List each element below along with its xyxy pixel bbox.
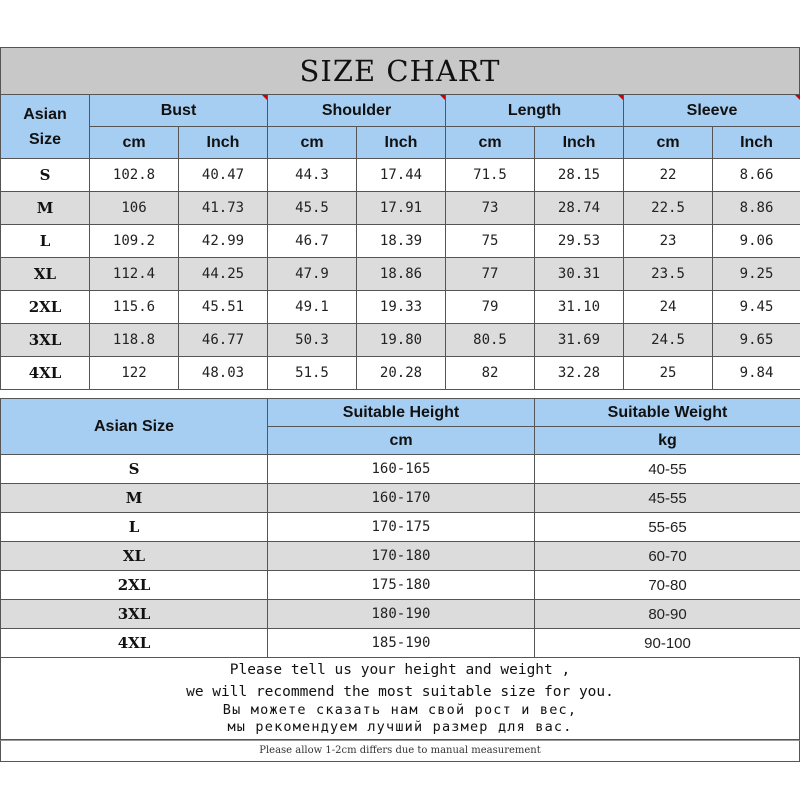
unit-header: Inch: [179, 127, 268, 159]
measurement-cell: 22: [624, 159, 713, 192]
length-header: Length: [446, 95, 624, 127]
weight-range-cell: 40-55: [535, 455, 800, 484]
table-row: [1, 542, 800, 571]
measurement-cell: 71.5: [446, 159, 535, 192]
height-range-cell: 185-190: [268, 629, 535, 658]
table-row: [1, 258, 800, 291]
advice-line-1: Please tell us your height and weight ,: [229, 662, 571, 678]
measurement-cell: 23: [624, 225, 713, 258]
measurement-cell: 44.25: [179, 258, 268, 291]
measurement-cell: 9.45: [713, 291, 800, 324]
measurement-cell: 82: [446, 357, 535, 390]
measurement-cell: 112.4: [90, 258, 179, 291]
measurement-cell: 9.65: [713, 324, 800, 357]
measurement-cell: 118.8: [90, 324, 179, 357]
measurement-cell: 49.1: [268, 291, 357, 324]
measurement-cell: 31.69: [535, 324, 624, 357]
weight-range-cell: 90-100: [535, 629, 800, 658]
measurement-footnote: Please allow 1-2cm differs due to manual measurement: [0, 740, 800, 762]
measurement-cell: 42.99: [179, 225, 268, 258]
measurement-cell: 48.03: [179, 357, 268, 390]
measurement-cell: 73: [446, 192, 535, 225]
measurement-cell: 29.53: [535, 225, 624, 258]
measurement-cell: 25: [624, 357, 713, 390]
suitable-weight-header: Suitable Weight: [535, 399, 800, 427]
table-row: [1, 357, 800, 390]
table-row: [1, 324, 800, 357]
measurement-cell: 46.7: [268, 225, 357, 258]
measurement-cell: 109.2: [90, 225, 179, 258]
size-cell: 3XL: [1, 324, 90, 357]
sleeve-header: Sleeve: [624, 95, 800, 127]
height-range-cell: 160-170: [268, 484, 535, 513]
advice-line-2: we will recommend the most suitable size for you.: [186, 684, 614, 700]
measurement-cell: 24.5: [624, 324, 713, 357]
advice-line-3: Вы можете сказать нам свой рост и вес,: [222, 702, 578, 718]
measurement-cell: 23.5: [624, 258, 713, 291]
height-unit-header: cm: [268, 427, 535, 455]
table-row: [1, 571, 800, 600]
table-row: [1, 513, 800, 542]
size-cell: 4XL: [1, 357, 90, 390]
measurement-cell: 41.73: [179, 192, 268, 225]
measurement-cell: 50.3: [268, 324, 357, 357]
weight-unit-header: kg: [535, 427, 800, 455]
unit-header: cm: [624, 127, 713, 159]
measurement-cell: 44.3: [268, 159, 357, 192]
size-cell: 3XL: [1, 600, 268, 629]
size-cell: 2XL: [1, 291, 90, 324]
measurement-cell: 31.10: [535, 291, 624, 324]
measurement-cell: 47.9: [268, 258, 357, 291]
advice-line-4: мы рекомендуем лучший размер для вас.: [227, 719, 573, 735]
measurement-cell: 75: [446, 225, 535, 258]
unit-header: cm: [446, 127, 535, 159]
measurement-cell: 122: [90, 357, 179, 390]
weight-range-cell: 45-55: [535, 484, 800, 513]
table-row: [1, 484, 800, 513]
height-range-cell: 160-165: [268, 455, 535, 484]
chart-title: SIZE CHART: [0, 47, 800, 94]
measurement-cell: 20.28: [357, 357, 446, 390]
measurement-cell: 102.8: [90, 159, 179, 192]
size-cell: S: [1, 455, 268, 484]
size-cell: 2XL: [1, 571, 268, 600]
measurement-cell: 9.84: [713, 357, 800, 390]
measurement-cell: 17.44: [357, 159, 446, 192]
unit-header: cm: [90, 127, 179, 159]
height-range-cell: 170-180: [268, 542, 535, 571]
measurement-table: [0, 94, 800, 390]
fit-recommendation-table: [0, 398, 800, 658]
measurement-cell: 45.51: [179, 291, 268, 324]
shoulder-header: Shoulder: [268, 95, 446, 127]
measurement-cell: 51.5: [268, 357, 357, 390]
size-cell: M: [1, 192, 90, 225]
size-cell: XL: [1, 542, 268, 571]
size-cell: M: [1, 484, 268, 513]
unit-header: Inch: [357, 127, 446, 159]
weight-range-cell: 70-80: [535, 571, 800, 600]
table-row: [1, 629, 800, 658]
size-cell: S: [1, 159, 90, 192]
measurement-cell: 77: [446, 258, 535, 291]
measurement-cell: 18.39: [357, 225, 446, 258]
bust-header: Bust: [90, 95, 268, 127]
measurement-cell: 79: [446, 291, 535, 324]
measurement-cell: 30.31: [535, 258, 624, 291]
size-cell: XL: [1, 258, 90, 291]
unit-header: Inch: [713, 127, 800, 159]
size-cell: 4XL: [1, 629, 268, 658]
size-cell: L: [1, 513, 268, 542]
measurement-cell: 45.5: [268, 192, 357, 225]
size-cell: L: [1, 225, 90, 258]
measurement-cell: 17.91: [357, 192, 446, 225]
measurement-cell: 28.74: [535, 192, 624, 225]
table-row: [1, 600, 800, 629]
measurement-cell: 18.86: [357, 258, 446, 291]
measurement-cell: 46.77: [179, 324, 268, 357]
measurement-cell: 19.33: [357, 291, 446, 324]
sizing-advice: [0, 658, 800, 740]
table-row: [1, 159, 800, 192]
measurement-cell: 9.06: [713, 225, 800, 258]
measurement-cell: 22.5: [624, 192, 713, 225]
height-range-cell: 180-190: [268, 600, 535, 629]
weight-range-cell: 80-90: [535, 600, 800, 629]
table-row: [1, 192, 800, 225]
measurement-cell: 8.86: [713, 192, 800, 225]
measurement-cell: 19.80: [357, 324, 446, 357]
measurement-cell: 28.15: [535, 159, 624, 192]
measurement-cell: 115.6: [90, 291, 179, 324]
unit-header: Inch: [535, 127, 624, 159]
height-range-cell: 175-180: [268, 571, 535, 600]
measurement-cell: 9.25: [713, 258, 800, 291]
weight-range-cell: 60-70: [535, 542, 800, 571]
table-row: [1, 455, 800, 484]
weight-range-cell: 55-65: [535, 513, 800, 542]
measurement-cell: 80.5: [446, 324, 535, 357]
table-row: [1, 291, 800, 324]
measurement-cell: 106: [90, 192, 179, 225]
size-chart: [0, 47, 800, 762]
measurement-cell: 8.66: [713, 159, 800, 192]
unit-header: cm: [268, 127, 357, 159]
measurement-cell: 24: [624, 291, 713, 324]
measurement-cell: 40.47: [179, 159, 268, 192]
measurement-cell: 32.28: [535, 357, 624, 390]
height-range-cell: 170-175: [268, 513, 535, 542]
suitable-height-header: Suitable Height: [268, 399, 535, 427]
table-row: [1, 225, 800, 258]
asian-size-header: Asian Size: [1, 399, 268, 455]
asian-size-header: Asian Size: [1, 95, 90, 159]
